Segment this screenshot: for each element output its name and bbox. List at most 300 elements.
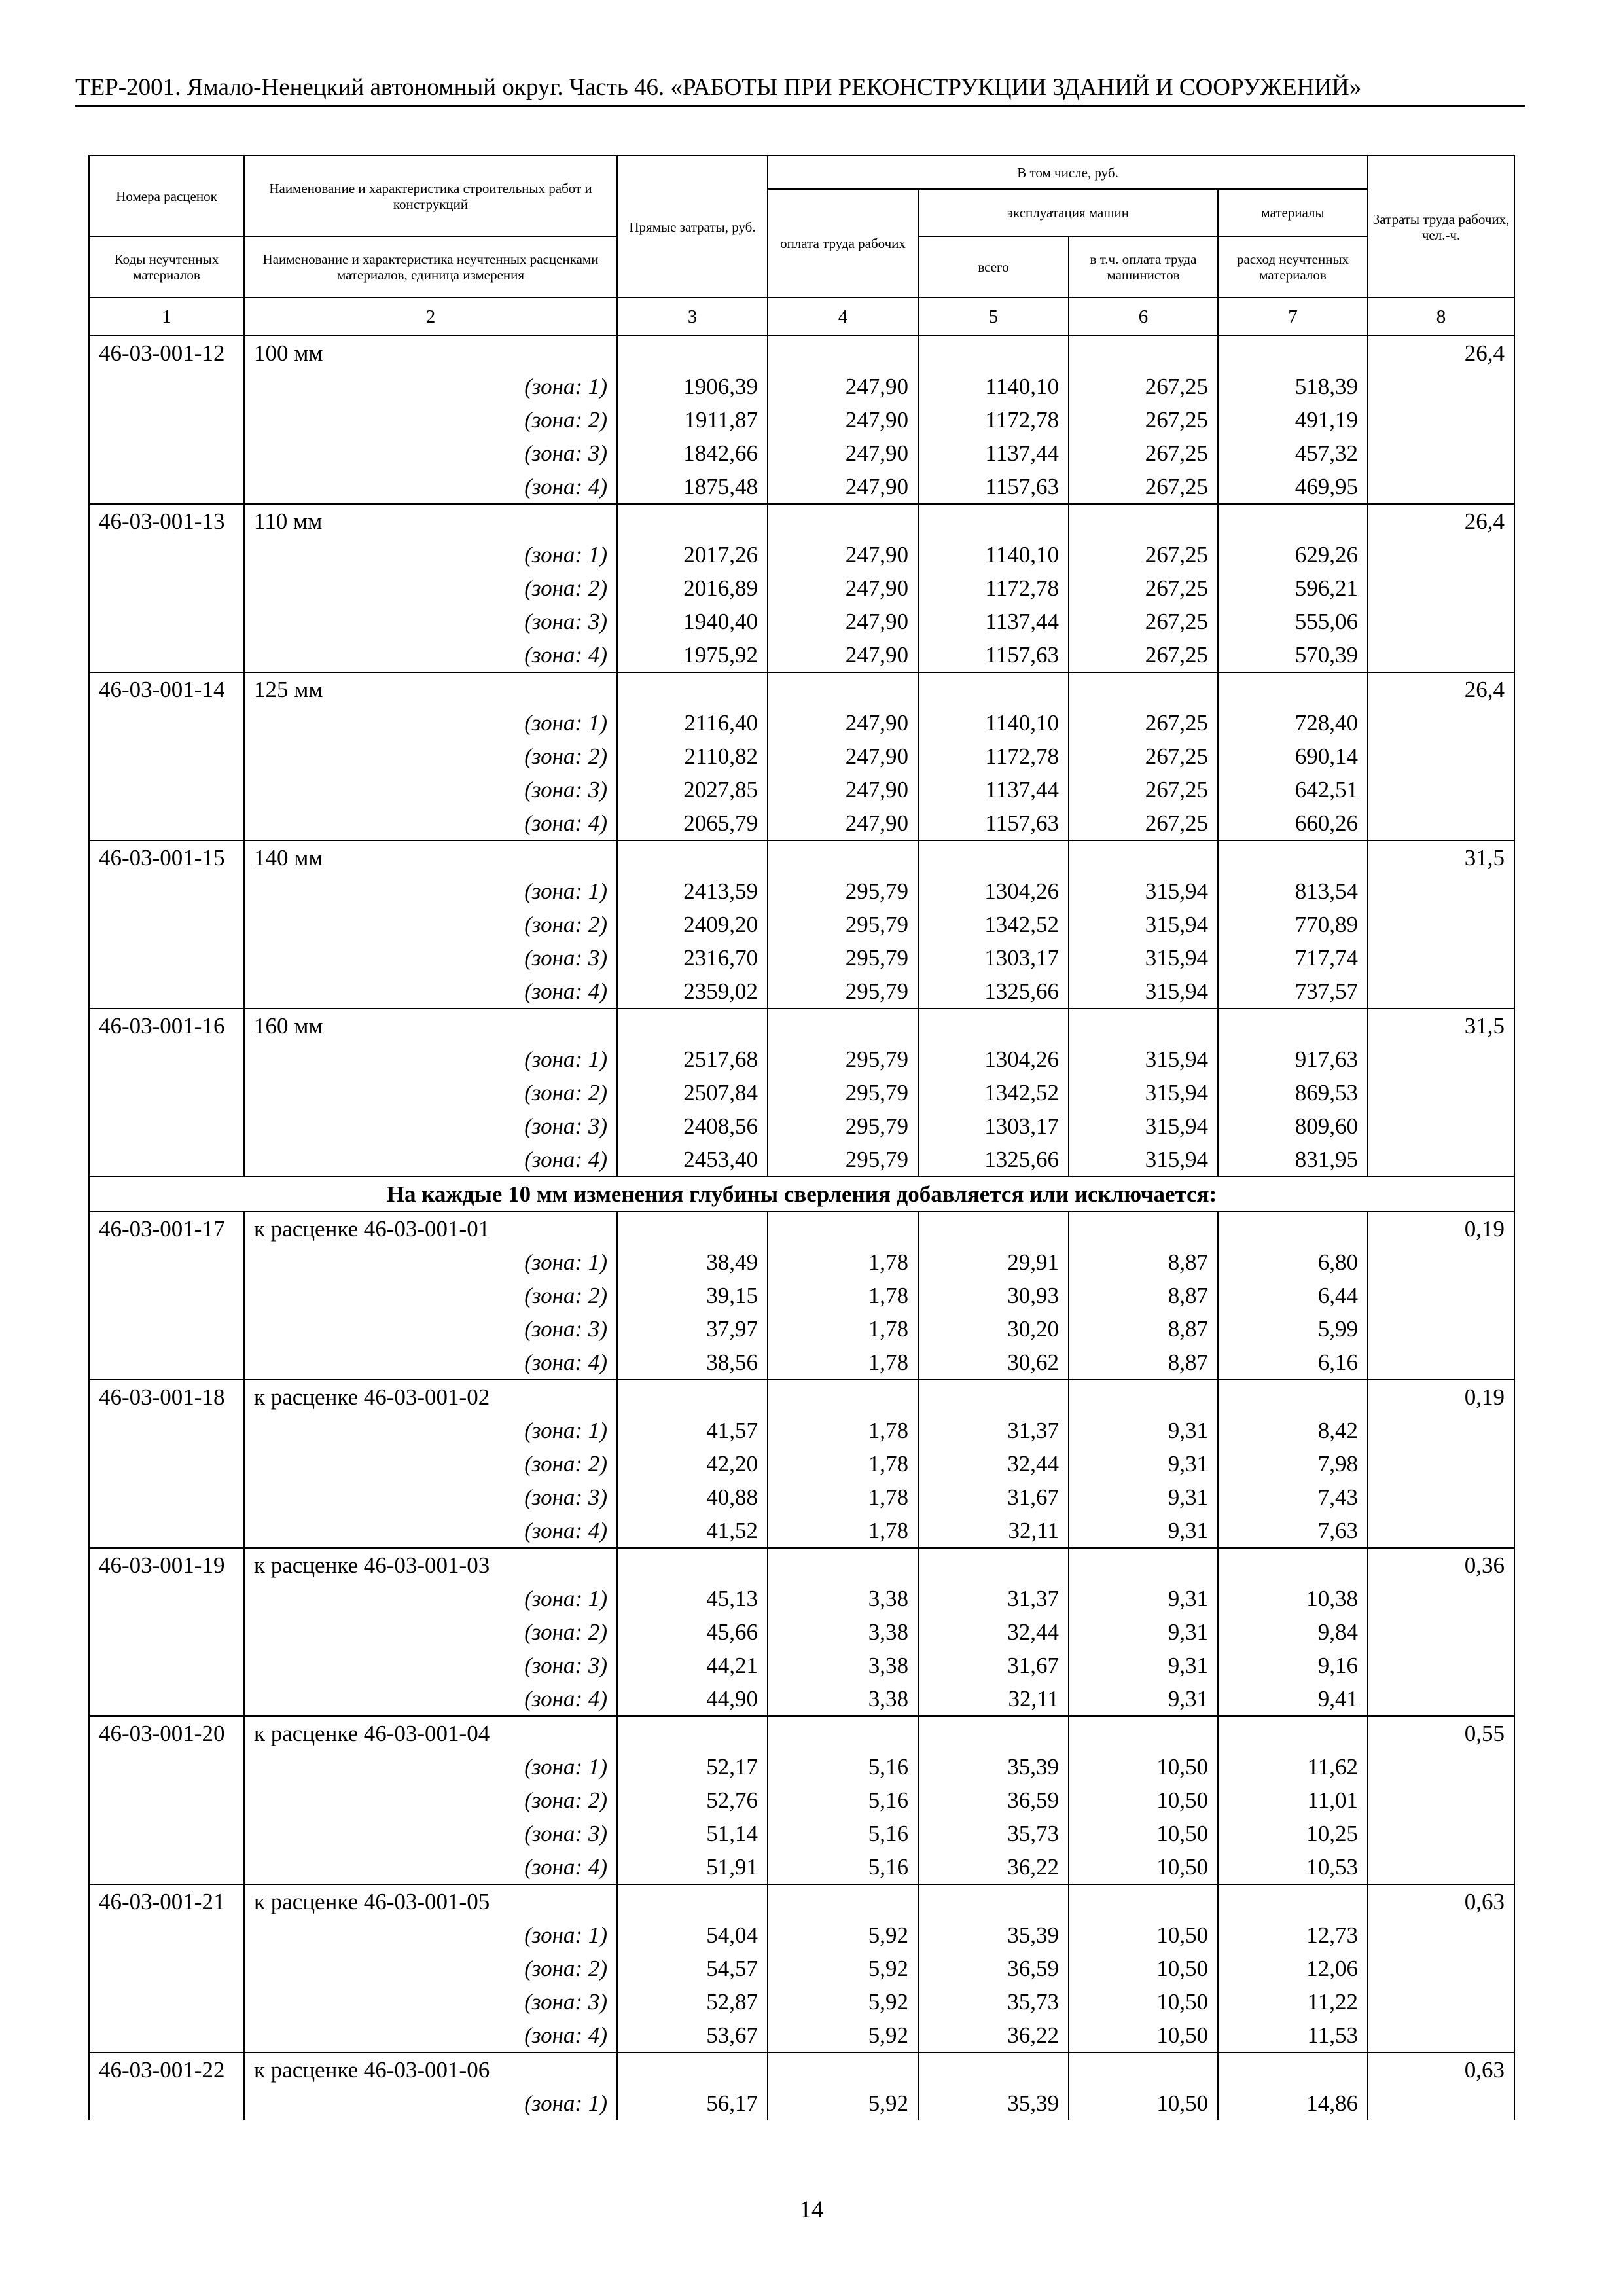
worker-wage: 247,90 (768, 571, 918, 605)
direct-cost: 41,52 (617, 1514, 768, 1548)
zone-row (89, 2087, 1514, 2120)
materials-cost: 770,89 (1218, 908, 1368, 941)
worker-wage: 5,16 (768, 1850, 918, 1884)
direct-cost: 1842,66 (617, 437, 768, 470)
empty-cell (1368, 1514, 1514, 1548)
empty-cell (1069, 1716, 1218, 1750)
direct-cost: 51,91 (617, 1850, 768, 1884)
direct-cost: 45,66 (617, 1615, 768, 1649)
worker-wage: 247,90 (768, 605, 918, 638)
labor-cost: 0,36 (1368, 1548, 1514, 1582)
materials-cost: 555,06 (1218, 605, 1368, 638)
materials-cost: 11,53 (1218, 2018, 1368, 2053)
rate-row (89, 1211, 1514, 1246)
zone-row (89, 638, 1514, 672)
empty-cell (768, 672, 918, 706)
empty-cell (617, 1716, 768, 1750)
group-header-materials: материалы (1218, 189, 1368, 236)
zone-row (89, 370, 1514, 403)
operator-wage: 267,25 (1069, 437, 1218, 470)
page-number: 14 (799, 2197, 824, 2223)
materials-cost: 596,21 (1218, 571, 1368, 605)
empty-cell (918, 1380, 1069, 1414)
direct-cost: 40,88 (617, 1480, 768, 1514)
operator-wage: 9,31 (1069, 1649, 1218, 1682)
worker-wage: 247,90 (768, 638, 918, 672)
empty-cell (1069, 336, 1218, 370)
rate-code: 46-03-001-18 (89, 1380, 244, 1414)
zone-label: (зона: 2) (244, 908, 617, 941)
empty-cell (89, 1952, 244, 1985)
zone-label: (зона: 1) (244, 1043, 617, 1076)
direct-cost: 52,17 (617, 1750, 768, 1784)
zone-label: (зона: 3) (244, 941, 617, 975)
empty-cell (617, 1009, 768, 1043)
zone-label: (зона: 2) (244, 1279, 617, 1312)
zone-row (89, 740, 1514, 773)
operator-wage: 267,25 (1069, 470, 1218, 504)
empty-cell (918, 1548, 1069, 1582)
materials-cost: 14,86 (1218, 2087, 1368, 2120)
zone-row (89, 874, 1514, 908)
zone-label: (зона: 4) (244, 806, 617, 840)
rate-name: к расценке 46-03-001-05 (244, 1884, 617, 1918)
zone-row (89, 773, 1514, 806)
materials-cost: 629,26 (1218, 538, 1368, 571)
rate-code: 46-03-001-20 (89, 1716, 244, 1750)
worker-wage: 1,78 (768, 1414, 918, 1447)
materials-cost: 6,80 (1218, 1246, 1368, 1279)
machines-total: 1137,44 (918, 605, 1069, 638)
direct-cost: 54,04 (617, 1918, 768, 1952)
labor-cost: 31,5 (1368, 1009, 1514, 1043)
direct-cost: 2517,68 (617, 1043, 768, 1076)
empty-cell (918, 1009, 1069, 1043)
zone-row (89, 1514, 1514, 1548)
direct-cost: 53,67 (617, 2018, 768, 2053)
rate-code: 46-03-001-14 (89, 672, 244, 706)
worker-wage: 5,92 (768, 1952, 918, 1985)
empty-cell (89, 1817, 244, 1850)
materials-cost: 11,22 (1218, 1985, 1368, 2018)
machines-total: 30,20 (918, 1312, 1069, 1346)
zone-label: (зона: 4) (244, 1346, 617, 1380)
materials-cost: 917,63 (1218, 1043, 1368, 1076)
worker-wage: 1,78 (768, 1480, 918, 1514)
section-title: На каждые 10 мм изменения глубины сверления добавляется или исключается: (89, 1177, 1514, 1211)
machines-total: 32,44 (918, 1447, 1069, 1480)
empty-cell (1368, 1043, 1514, 1076)
materials-cost: 570,39 (1218, 638, 1368, 672)
empty-cell (89, 1143, 244, 1177)
col-header-labor-costs: Затраты труда рабочих, чел.-ч. (1368, 156, 1514, 298)
zone-row (89, 1312, 1514, 1346)
empty-cell (1368, 1985, 1514, 2018)
zone-row (89, 1076, 1514, 1109)
empty-cell (1368, 1312, 1514, 1346)
col-header-worker-wages: оплата труда рабочих (768, 189, 918, 298)
operator-wage: 8,87 (1069, 1279, 1218, 1312)
operator-wage: 9,31 (1069, 1414, 1218, 1447)
empty-cell (617, 336, 768, 370)
zone-row (89, 941, 1514, 975)
col-header-material-codes: Коды неучтенных материалов (89, 236, 244, 298)
zone-row (89, 1043, 1514, 1076)
machines-total: 1157,63 (918, 638, 1069, 672)
operator-wage: 10,50 (1069, 1850, 1218, 1884)
zone-row (89, 470, 1514, 504)
labor-cost: 26,4 (1368, 336, 1514, 370)
worker-wage: 247,90 (768, 740, 918, 773)
empty-cell (1368, 1279, 1514, 1312)
document-header-title: ТЕР-2001. Ямало-Ненецкий автономный округ. Часть 46. «РАБОТЫ ПРИ РЕКОНСТРУКЦИИ ЗДАНИЙ И СООРУЖЕНИЙ» (75, 74, 1362, 101)
zone-label: (зона: 1) (244, 706, 617, 740)
empty-cell (89, 2087, 244, 2120)
empty-cell (1368, 1414, 1514, 1447)
section-title-body (89, 1177, 1514, 1211)
empty-cell (1368, 1447, 1514, 1480)
empty-cell (89, 1918, 244, 1952)
machines-total: 36,22 (918, 1850, 1069, 1884)
empty-cell (89, 908, 244, 941)
labor-cost: 26,4 (1368, 672, 1514, 706)
materials-cost: 717,74 (1218, 941, 1368, 975)
column-number: 2 (244, 298, 617, 336)
zone-label: (зона: 2) (244, 571, 617, 605)
empty-cell (768, 1211, 918, 1246)
zone-label: (зона: 1) (244, 1246, 617, 1279)
column-number: 4 (768, 298, 918, 336)
empty-cell (918, 1716, 1069, 1750)
empty-cell (89, 1043, 244, 1076)
materials-cost: 831,95 (1218, 1143, 1368, 1177)
machines-total: 31,37 (918, 1582, 1069, 1615)
direct-cost: 41,57 (617, 1414, 768, 1447)
operator-wage: 8,87 (1069, 1312, 1218, 1346)
materials-cost: 469,95 (1218, 470, 1368, 504)
machines-total: 30,62 (918, 1346, 1069, 1380)
zone-label: (зона: 1) (244, 874, 617, 908)
empty-cell (1368, 1615, 1514, 1649)
worker-wage: 5,16 (768, 1784, 918, 1817)
operator-wage: 9,31 (1069, 1615, 1218, 1649)
empty-cell (1368, 1109, 1514, 1143)
rate-row (89, 1716, 1514, 1750)
direct-cost: 52,76 (617, 1784, 768, 1817)
empty-cell (1368, 874, 1514, 908)
zone-row (89, 1682, 1514, 1716)
empty-cell (1218, 2053, 1368, 2087)
zone-row (89, 1246, 1514, 1279)
zone-label: (зона: 2) (244, 1447, 617, 1480)
machines-total: 1303,17 (918, 941, 1069, 975)
empty-cell (1368, 1143, 1514, 1177)
direct-cost: 2065,79 (617, 806, 768, 840)
zone-row (89, 806, 1514, 840)
zone-label: (зона: 1) (244, 1918, 617, 1952)
empty-cell (1368, 2018, 1514, 2053)
zone-label: (зона: 4) (244, 975, 617, 1009)
materials-cost: 5,99 (1218, 1312, 1368, 1346)
direct-cost: 2016,89 (617, 571, 768, 605)
machines-total: 35,73 (918, 1817, 1069, 1850)
machines-total: 36,59 (918, 1784, 1069, 1817)
worker-wage: 3,38 (768, 1582, 918, 1615)
rate-code: 46-03-001-17 (89, 1211, 244, 1246)
operator-wage: 8,87 (1069, 1346, 1218, 1380)
materials-cost: 6,16 (1218, 1346, 1368, 1380)
worker-wage: 247,90 (768, 538, 918, 571)
empty-cell (89, 1784, 244, 1817)
zone-label: (зона: 3) (244, 1649, 617, 1682)
rate-name: к расценке 46-03-001-03 (244, 1548, 617, 1582)
zone-row (89, 571, 1514, 605)
column-number: 8 (1368, 298, 1514, 336)
zone-label: (зона: 1) (244, 2087, 617, 2120)
rate-name: 100 мм (244, 336, 617, 370)
machines-total: 1304,26 (918, 1043, 1069, 1076)
empty-cell (918, 1884, 1069, 1918)
machines-total: 1157,63 (918, 470, 1069, 504)
worker-wage: 1,78 (768, 1312, 918, 1346)
operator-wage: 267,25 (1069, 571, 1218, 605)
operator-wage: 267,25 (1069, 773, 1218, 806)
zone-label: (зона: 3) (244, 773, 617, 806)
empty-cell (1218, 504, 1368, 538)
empty-cell (1069, 504, 1218, 538)
operator-wage: 9,31 (1069, 1682, 1218, 1716)
materials-cost: 518,39 (1218, 370, 1368, 403)
empty-cell (768, 1716, 918, 1750)
worker-wage: 247,90 (768, 773, 918, 806)
empty-cell (1368, 1817, 1514, 1850)
operator-wage: 10,50 (1069, 1985, 1218, 2018)
zone-label: (зона: 3) (244, 605, 617, 638)
direct-cost: 39,15 (617, 1279, 768, 1312)
worker-wage: 1,78 (768, 1346, 918, 1380)
worker-wage: 295,79 (768, 874, 918, 908)
labor-cost: 0,63 (1368, 1884, 1514, 1918)
rate-name: 140 мм (244, 840, 617, 874)
materials-cost: 7,63 (1218, 1514, 1368, 1548)
worker-wage: 247,90 (768, 437, 918, 470)
operator-wage: 267,25 (1069, 706, 1218, 740)
worker-wage: 5,16 (768, 1750, 918, 1784)
group-header-machines: эксплуатация машин (918, 189, 1218, 236)
zone-label: (зона: 3) (244, 1312, 617, 1346)
rate-code: 46-03-001-21 (89, 1884, 244, 1918)
empty-cell (89, 975, 244, 1009)
empty-cell (89, 1076, 244, 1109)
empty-cell (1069, 840, 1218, 874)
rate-name: 110 мм (244, 504, 617, 538)
materials-cost: 11,62 (1218, 1750, 1368, 1784)
empty-cell (1218, 1716, 1368, 1750)
empty-cell (918, 2053, 1069, 2087)
operator-wage: 315,94 (1069, 1043, 1218, 1076)
direct-cost: 2316,70 (617, 941, 768, 975)
empty-cell (768, 840, 918, 874)
empty-cell (768, 1380, 918, 1414)
empty-cell (89, 773, 244, 806)
empty-cell (918, 672, 1069, 706)
empty-cell (89, 538, 244, 571)
direct-cost: 44,90 (617, 1682, 768, 1716)
zone-row (89, 1850, 1514, 1884)
empty-cell (89, 1985, 244, 2018)
zone-label: (зона: 4) (244, 1682, 617, 1716)
materials-cost: 728,40 (1218, 706, 1368, 740)
worker-wage: 5,92 (768, 1985, 918, 2018)
empty-cell (1368, 403, 1514, 437)
zone-label: (зона: 1) (244, 1750, 617, 1784)
operator-wage: 10,50 (1069, 1952, 1218, 1985)
empty-cell (617, 840, 768, 874)
worker-wage: 1,78 (768, 1447, 918, 1480)
empty-cell (1069, 672, 1218, 706)
rate-name: к расценке 46-03-001-04 (244, 1716, 617, 1750)
empty-cell (89, 874, 244, 908)
zone-row (89, 1109, 1514, 1143)
direct-cost: 2408,56 (617, 1109, 768, 1143)
direct-cost: 2413,59 (617, 874, 768, 908)
rate-name: 125 мм (244, 672, 617, 706)
empty-cell (89, 1279, 244, 1312)
empty-cell (1368, 1076, 1514, 1109)
zone-row (89, 403, 1514, 437)
zone-row (89, 1582, 1514, 1615)
empty-cell (89, 1312, 244, 1346)
operator-wage: 10,50 (1069, 2018, 1218, 2053)
rate-row (89, 2053, 1514, 2087)
zone-label: (зона: 4) (244, 1143, 617, 1177)
direct-cost: 38,56 (617, 1346, 768, 1380)
col-header-machines-total: всего (918, 236, 1069, 298)
zone-row (89, 1649, 1514, 1682)
header-rule (75, 105, 1525, 107)
empty-cell (617, 504, 768, 538)
materials-cost: 9,16 (1218, 1649, 1368, 1682)
section-row (89, 1177, 1514, 1211)
machines-total: 1140,10 (918, 538, 1069, 571)
empty-cell (89, 1850, 244, 1884)
empty-cell (89, 403, 244, 437)
materials-cost: 7,98 (1218, 1447, 1368, 1480)
machines-total: 1172,78 (918, 403, 1069, 437)
operator-wage: 9,31 (1069, 1480, 1218, 1514)
direct-cost: 52,87 (617, 1985, 768, 2018)
direct-cost: 42,20 (617, 1447, 768, 1480)
operator-wage: 267,25 (1069, 605, 1218, 638)
rate-code: 46-03-001-19 (89, 1548, 244, 1582)
materials-cost: 10,53 (1218, 1850, 1368, 1884)
empty-cell (768, 2053, 918, 2087)
operator-wage: 267,25 (1069, 638, 1218, 672)
machines-total: 35,39 (918, 1750, 1069, 1784)
materials-cost: 813,54 (1218, 874, 1368, 908)
zone-label: (зона: 2) (244, 740, 617, 773)
machines-total: 31,67 (918, 1649, 1069, 1682)
empty-cell (1218, 1009, 1368, 1043)
operator-wage: 10,50 (1069, 1918, 1218, 1952)
empty-cell (918, 336, 1069, 370)
machines-total: 1304,26 (918, 874, 1069, 908)
zone-row (89, 975, 1514, 1009)
empty-cell (89, 605, 244, 638)
direct-cost: 38,49 (617, 1246, 768, 1279)
operator-wage: 10,50 (1069, 2087, 1218, 2120)
labor-cost: 31,5 (1368, 840, 1514, 874)
empty-cell (617, 672, 768, 706)
operator-wage: 315,94 (1069, 908, 1218, 941)
machines-total: 32,11 (918, 1682, 1069, 1716)
rate-code: 46-03-001-22 (89, 2053, 244, 2087)
rate-code: 46-03-001-15 (89, 840, 244, 874)
group-header-including: В том числе, руб. (768, 156, 1368, 189)
worker-wage: 247,90 (768, 470, 918, 504)
col-header-rate-numbers: Номера расценок (89, 156, 244, 236)
materials-cost: 8,42 (1218, 1414, 1368, 1447)
operator-wage: 9,31 (1069, 1514, 1218, 1548)
empty-cell (89, 1246, 244, 1279)
machines-total: 1137,44 (918, 773, 1069, 806)
machines-total: 36,22 (918, 2018, 1069, 2053)
zone-label: (зона: 3) (244, 1817, 617, 1850)
machines-total: 1140,10 (918, 706, 1069, 740)
materials-cost: 491,19 (1218, 403, 1368, 437)
operator-wage: 267,25 (1069, 538, 1218, 571)
rates-body-depth (89, 1211, 1514, 2120)
direct-cost: 45,13 (617, 1582, 768, 1615)
machines-total: 32,11 (918, 1514, 1069, 1548)
rate-row (89, 504, 1514, 538)
empty-cell (1368, 1649, 1514, 1682)
rate-row (89, 1009, 1514, 1043)
zone-row (89, 1918, 1514, 1952)
materials-cost: 10,25 (1218, 1817, 1368, 1850)
machines-total: 35,73 (918, 1985, 1069, 2018)
materials-cost: 660,26 (1218, 806, 1368, 840)
zone-label: (зона: 4) (244, 1850, 617, 1884)
empty-cell (1368, 975, 1514, 1009)
direct-cost: 54,57 (617, 1952, 768, 1985)
machines-total: 32,44 (918, 1615, 1069, 1649)
worker-wage: 5,16 (768, 1817, 918, 1850)
labor-cost: 0,19 (1368, 1380, 1514, 1414)
labor-cost: 26,4 (1368, 504, 1514, 538)
col-header-unaccounted-materials: расход неучтенных материалов (1218, 236, 1368, 298)
empty-cell (768, 1884, 918, 1918)
zone-label: (зона: 4) (244, 1514, 617, 1548)
worker-wage: 5,92 (768, 2018, 918, 2053)
zone-label: (зона: 4) (244, 470, 617, 504)
empty-cell (89, 1514, 244, 1548)
worker-wage: 5,92 (768, 1918, 918, 1952)
zone-row (89, 1480, 1514, 1514)
zone-row (89, 1143, 1514, 1177)
zone-row (89, 437, 1514, 470)
column-number: 5 (918, 298, 1069, 336)
direct-cost: 1975,92 (617, 638, 768, 672)
empty-cell (89, 1582, 244, 1615)
empty-cell (1218, 1380, 1368, 1414)
machines-total: 1303,17 (918, 1109, 1069, 1143)
zone-label: (зона: 4) (244, 638, 617, 672)
machines-total: 1137,44 (918, 437, 1069, 470)
direct-cost: 2116,40 (617, 706, 768, 740)
direct-cost: 56,17 (617, 2087, 768, 2120)
empty-cell (918, 504, 1069, 538)
